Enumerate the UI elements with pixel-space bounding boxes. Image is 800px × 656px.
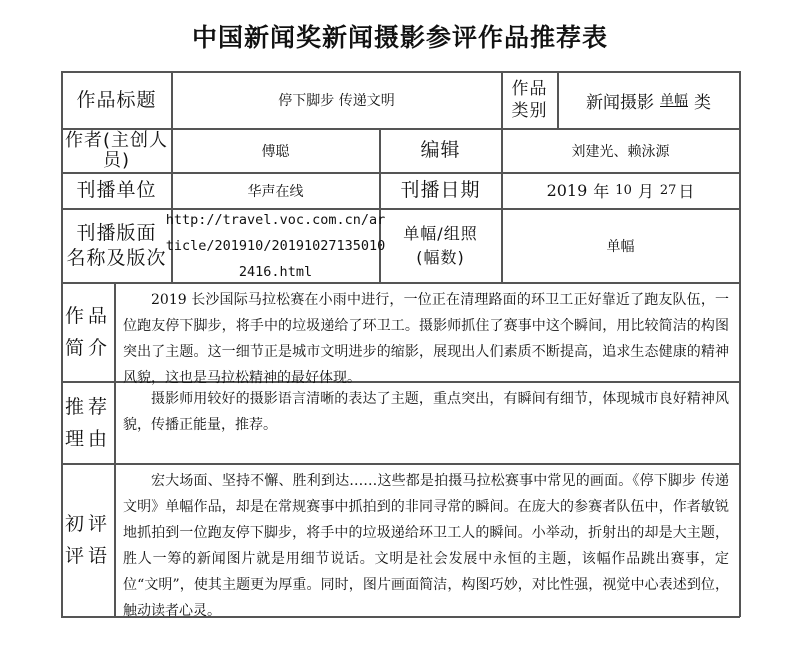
work-title-label: 作品标题 <box>76 88 157 111</box>
author-label-line1: 作者(主创人 <box>64 129 169 151</box>
editor-label: 编辑 <box>420 139 461 161</box>
category-label <box>502 72 557 128</box>
category-prefix: 新闻摄影 <box>586 92 654 113</box>
edition-url-line2: ticle/201910/20191027135010 <box>165 237 386 254</box>
edition-label-line2: 名称及版次 <box>66 246 167 269</box>
category-suffix: 类 <box>694 92 711 113</box>
table-border-right <box>739 71 741 617</box>
category-type: 单幅 <box>660 93 688 109</box>
category-label-line2: 类别 <box>511 101 548 121</box>
summary-text: 2019 长沙国际马拉松赛在小雨中进行，一位正在清理路面的环卫工正好靠近了跑友队伍，一位跑友停下脚步，将手中的垃圾递给了环卫工。摄影师抓住了赛事中这个瞬间，用比较简洁的构图突出了主题。这一细节正是城市文明进步的缩影，展现出人们素质不断提高，追求生态健康的精神风貌，这也是马拉松精神的最好体现。 <box>123 292 729 386</box>
review-label-line2: 评语 <box>64 545 111 567</box>
photo-count-label <box>380 209 501 282</box>
summary-label-line1: 作品 <box>64 305 111 327</box>
edition-label <box>62 209 171 282</box>
date-year: 2019 <box>546 181 588 200</box>
date-day: 27 <box>659 183 677 198</box>
review-label-line1: 初评 <box>64 513 111 535</box>
category-label-line1: 作品 <box>511 79 548 99</box>
author-label <box>62 129 171 172</box>
edition-url-line3: 2416.html <box>238 263 313 280</box>
reason-text: 摄影师用较好的摄影语言清晰的表达了主题，重点突出，有瞬间有细节，体现城市良好精神风貌，传播正能量，推荐。 <box>123 391 729 433</box>
work-title-value: 停下脚步 传递文明 <box>278 93 395 109</box>
edition-url[interactable] <box>165 209 386 282</box>
date-month-unit: 月 <box>637 182 654 201</box>
publish-date-label: 刊播日期 <box>400 179 481 201</box>
reason-label-line1: 推荐 <box>64 395 111 418</box>
summary-label-line2: 简介 <box>64 337 111 359</box>
edition-url-line1: http://travel.voc.com.cn/ar <box>165 211 386 228</box>
category-value <box>558 72 739 128</box>
date-day-unit: 日 <box>678 182 695 201</box>
publisher-label: 刊播单位 <box>76 179 157 201</box>
review-label <box>62 464 114 616</box>
photo-count-label-line2: (幅数) <box>416 247 465 267</box>
reason-label <box>62 382 114 463</box>
reason-label-line2: 理由 <box>64 427 111 450</box>
publish-date-value <box>502 173 739 208</box>
author-value: 傅聪 <box>261 143 290 160</box>
editor-value: 刘建光、赖泳源 <box>571 143 670 160</box>
summary-label <box>62 283 114 381</box>
page-title: 中国新闻奖新闻摄影参评作品推荐表 <box>191 23 608 52</box>
date-month: 10 <box>615 183 632 198</box>
photo-count-label-line1: 单幅/组照 <box>403 223 478 243</box>
date-year-unit: 年 <box>593 182 610 201</box>
author-label-line2: 员) <box>102 149 131 171</box>
edition-label-line1: 刊播版面 <box>76 221 157 244</box>
publisher-value: 华声在线 <box>247 183 304 200</box>
review-text: 宏大场面、坚持不懈、胜利到达……这些都是拍摄马拉松赛事中常见的画面。《停下脚步 传递文明》单幅作品，却是在常规赛事中抓拍到的非同寻常的瞬间。在庞大的参赛者队伍中，作者敏锐地抓拍到一位跑友停下脚步，将手中的垃圾递给环卫工人的瞬间。小举动，折射出的却是大主题，胜人一筹的新闻图片就是用细节说话。文明是社会发展中永恒的主题，该幅作品跳出赛事，定位“文明”，使其主题更为厚重。同时，图片画面简洁，构图巧妙，对比性强，视觉中心表述到位，触动读者心灵。 <box>123 473 729 619</box>
photo-count-value: 单幅 <box>606 238 635 255</box>
